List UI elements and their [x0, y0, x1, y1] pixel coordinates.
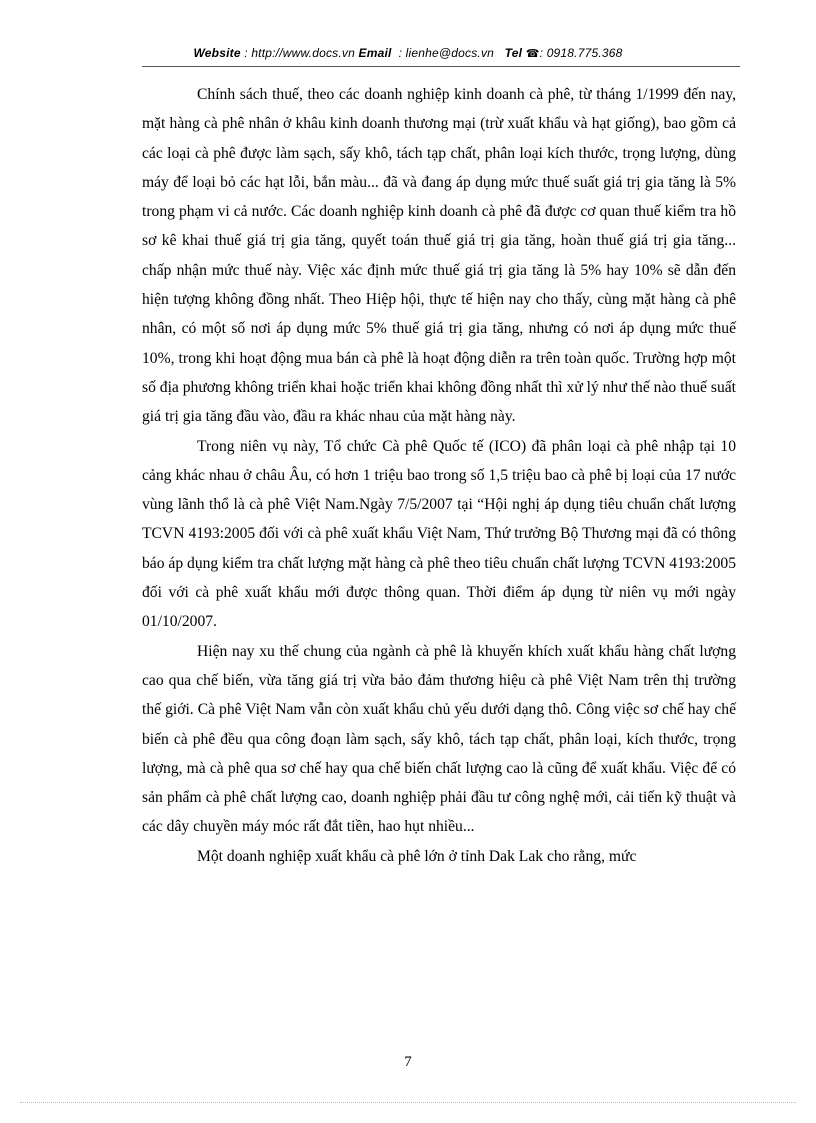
website-label: Website: [193, 46, 241, 60]
page-number: 7: [404, 1054, 412, 1070]
phone-icon: ☎: [525, 48, 540, 60]
email-label: Email: [358, 46, 392, 60]
header-divider: [142, 66, 740, 67]
paragraph-dak-lak: Một doanh nghiệp xuất khẩu cà phê lớn ở tỉnh Dak Lak cho rằng, mức: [197, 847, 637, 865]
document-body: [142, 80, 736, 871]
paragraph-vat-policy: Chính sách thuế, theo các doanh nghiệp kinh doanh cà phê, từ tháng 1/1999 đến nay, mặt hàng cà phê nhân ở khâu kinh doanh thương mại (trừ xuất khẩu và hạt giống), bao gồm cả các loại cà phê được làm sạch, sấy khô, tách tạp chất, phân loại kích thước, trọng lượng, dùng máy để loại bỏ các hạt lỗi, bắn màu... đã và đang áp dụng mức thuế suất giá trị gia tăng là 5% trong phạm vi cả nước. Các doanh nghiệp kinh doanh cà phê đã được cơ quan thuế kiểm tra hồ sơ kê khai thuế giá trị gia tăng, quyết toán thuế giá trị gia tăng, hoàn thuế giá trị gia tăng... chấp nhận mức thuế này. Việc xác định mức thuế giá trị gia tăng là 5% hay 10% sẽ dẫn đến hiện tượng không đồng nhất. Theo Hiệp hội, thực tế hiện nay cho thấy, cùng mặt hàng cà phê nhân, có một số nơi áp dụng mức 5% thuế giá trị gia tăng, nhưng có nơi áp dụng mức thuế 10%, trong khi hoạt động mua bán cà phê là hoạt động diễn ra trên toàn quốc. Trường hợp một số địa phương không triển khai hoặc triển khai không đồng nhất thì xử lý như thế nào thuế suất giá trị gia tăng đầu vào, đầu ra khác nhau của mặt hàng này.: [142, 86, 736, 426]
tel-label: Tel: [504, 46, 523, 60]
paragraph-ico-classification: Trong niên vụ này, Tổ chức Cà phê Quốc tế (ICO) đã phân loại cà phê nhập tại 10 cảng khác nhau ở châu Âu, có hơn 1 triệu bao trong số 1,5 triệu bao cà phê bị loại của 17 nước vùng lãnh thổ là cà phê Việt Nam.Ngày 7/5/2007 tại “Hội nghị áp dụng tiêu chuẩn chất lượng TCVN 4193:2005 đối với cà phê xuất khẩu Việt Nam, Thứ trưởng Bộ Thương mại đã có thông báo áp dụng kiểm tra chất lượng mặt hàng cà phê theo tiêu chuẩn chất lượng TCVN 4193:2005 đối với cà phê xuất khẩu mới được thông quan. Thời điểm áp dụng từ niên vụ mới ngày 01/10/2007.: [142, 437, 736, 631]
email-address: lienhe@docs.vn: [405, 46, 495, 60]
tel-number: 0918.775.368: [546, 46, 623, 60]
page-bottom-divider: [20, 1102, 796, 1103]
website-url: http://www.docs.vn: [251, 46, 355, 60]
paragraph-export-trend: Hiện nay xu thế chung của ngành cà phê là khuyến khích xuất khẩu hàng chất lượng cao qua chế biến, vừa tăng giá trị vừa bảo đảm thương hiệu cà phê Việt Nam trên thị trường thế giới. Cà phê Việt Nam vẫn còn xuất khẩu chủ yếu dưới dạng thô. Công việc sơ chế hay chế biến cà phê đều qua công đoạn làm sạch, sấy khô, tách tạp chất, phân loại, kích thước, trọng lượng, mà cà phê qua sơ chế hay qua chế biến chất lượng cao là cũng để xuất khẩu. Việc để có sản phẩm cà phê chất lượng cao, doanh nghiệp phải đầu tư công nghệ mới, cải tiến kỹ thuật và các dây chuyền máy móc rất đắt tiền, hao hụt nhiều...: [142, 642, 736, 836]
page-header: Website : http://www.docs.vn Email : lienhe@docs.vn Tel ☎: 0918.775.368: [193, 46, 623, 60]
